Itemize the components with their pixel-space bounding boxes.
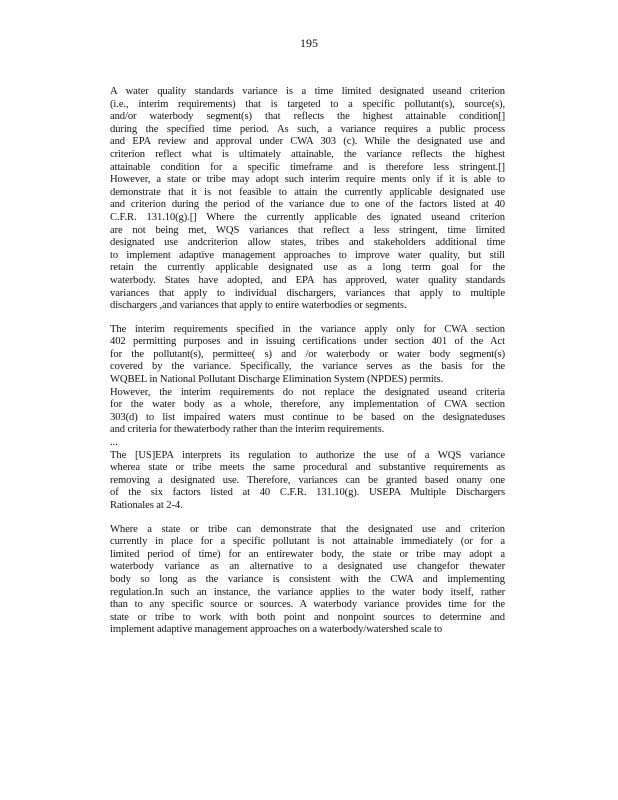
text-line: implement adaptive management approaches on a waterbody/watershed scale to	[110, 624, 443, 636]
document-body	[110, 86, 505, 637]
text-line: ...	[110, 437, 118, 449]
text-line: The interim requirements specified in the variance apply only for CWA section	[110, 323, 505, 335]
text-line: C.F.R. 131.10(g).[] Where the currently applicable des ignated useand criterion	[110, 211, 505, 223]
text-line: for the pollutant(s), permittee( s) and /or waterbody or water body segment(s)	[110, 348, 505, 360]
paragraph	[110, 324, 505, 513]
text-line: WQBEL in National Pollutant Discharge Elimination System (NPDES) permits.	[110, 374, 444, 386]
text-line: of the six factors listed at 40 C.F.R. 131.10(g). USEPA Multiple Dischargers	[110, 487, 505, 499]
text-line: designated use andcriterion allow states, tribes and stakeholders additional time	[110, 237, 505, 249]
text-line: attainable condition for a specific timeframe and is therefore less stringent.[]	[110, 161, 505, 173]
text-line: However, a state or tribe may adopt such interim require ments only if it is able to	[110, 174, 505, 186]
text-line: waterbody variance as an alternative to a designated use changefor thewater	[110, 561, 505, 573]
text-line: are not being met, WQS variances that reflect a less stringent, time limited	[110, 224, 505, 236]
text-line: Where a state or tribe can demonstrate that the designated use and criterion	[110, 523, 505, 535]
text-line: to implement adaptive management approaches to improve water quality, but still	[110, 249, 505, 261]
paragraph	[110, 86, 505, 313]
text-line: The [US]EPA interprets its regulation to authorize the use of a WQS variance	[110, 449, 505, 461]
text-line: dischargers ,and variances that apply to entire waterbodies or segments.	[110, 300, 407, 312]
text-line: and criterion during the period of the variance due to one of the factors listed at 40	[110, 199, 505, 211]
paragraph	[110, 524, 505, 637]
text-line: (i.e., interim requirements) that is targeted to a specific pollutant(s), source(s),	[110, 98, 505, 110]
text-line: covered by the variance. Specifically, the variance serves as the basis for the	[110, 361, 505, 373]
text-line: wherea state or tribe meets the same procedural and substantive requirements as	[110, 462, 505, 474]
page-number: 195	[300, 36, 318, 50]
text-line: variances that apply to individual dischargers, variances that apply to multiple	[110, 287, 505, 299]
text-line: 402 permitting purposes and in issuing certifications under section 401 of the Act	[110, 336, 505, 348]
text-line: body so long as the variance is consistent with the CWA and implementing	[110, 573, 505, 585]
text-line: than to any specific source or sources. A waterbody variance provides time for the	[110, 599, 505, 611]
text-line: criterion reflect what is ultimately attainable, the variance reflects the highest	[110, 148, 505, 160]
text-line: during the specified time period. As such, a variance requires a public process	[110, 123, 505, 135]
text-line: retain the currently applicable designated use as a long term goal for the	[110, 262, 505, 274]
text-line: waterbody. States have adopted, and EPA has approved, water quality standards	[110, 274, 505, 286]
text-line: demonstrate that it is not feasible to attain the currently applicable designated use	[110, 186, 505, 198]
text-line: state or tribe to work with both point and nonpoint sources to determine and	[110, 611, 505, 623]
text-line: Rationales at 2-4.	[110, 500, 183, 511]
text-line: limited period of time) for an entirewater body, the state or tribe may adopt a	[110, 548, 505, 560]
text-line: for the water body as a whole, therefore, any implementation of CWA section	[110, 399, 505, 411]
text-line: currently in place for a specific pollutant is not attainable immediately (or for a	[110, 536, 505, 548]
text-line: and criteria for thewaterbody rather than the interim requirements.	[110, 424, 385, 436]
text-line: removing a designated use. Therefore, variances can be granted based onany one	[110, 474, 505, 486]
text-line: 303(d) to list impaired waters must continue to be based on the designateduses	[110, 411, 505, 423]
text-line: However, the interim requirements do not replace the designated useand criteria	[110, 386, 505, 398]
text-line: and EPA review and approval under CWA 303 (c). While the designated use and	[110, 136, 505, 148]
text-line: and/or waterbody segment(s) that reflects the highest attainable condition[]	[110, 111, 505, 123]
text-line: A water quality standards variance is a time limited designated useand criterion	[110, 86, 505, 97]
text-line: regulation.In such an instance, the variance applies to the water body itself, rather	[110, 586, 505, 598]
